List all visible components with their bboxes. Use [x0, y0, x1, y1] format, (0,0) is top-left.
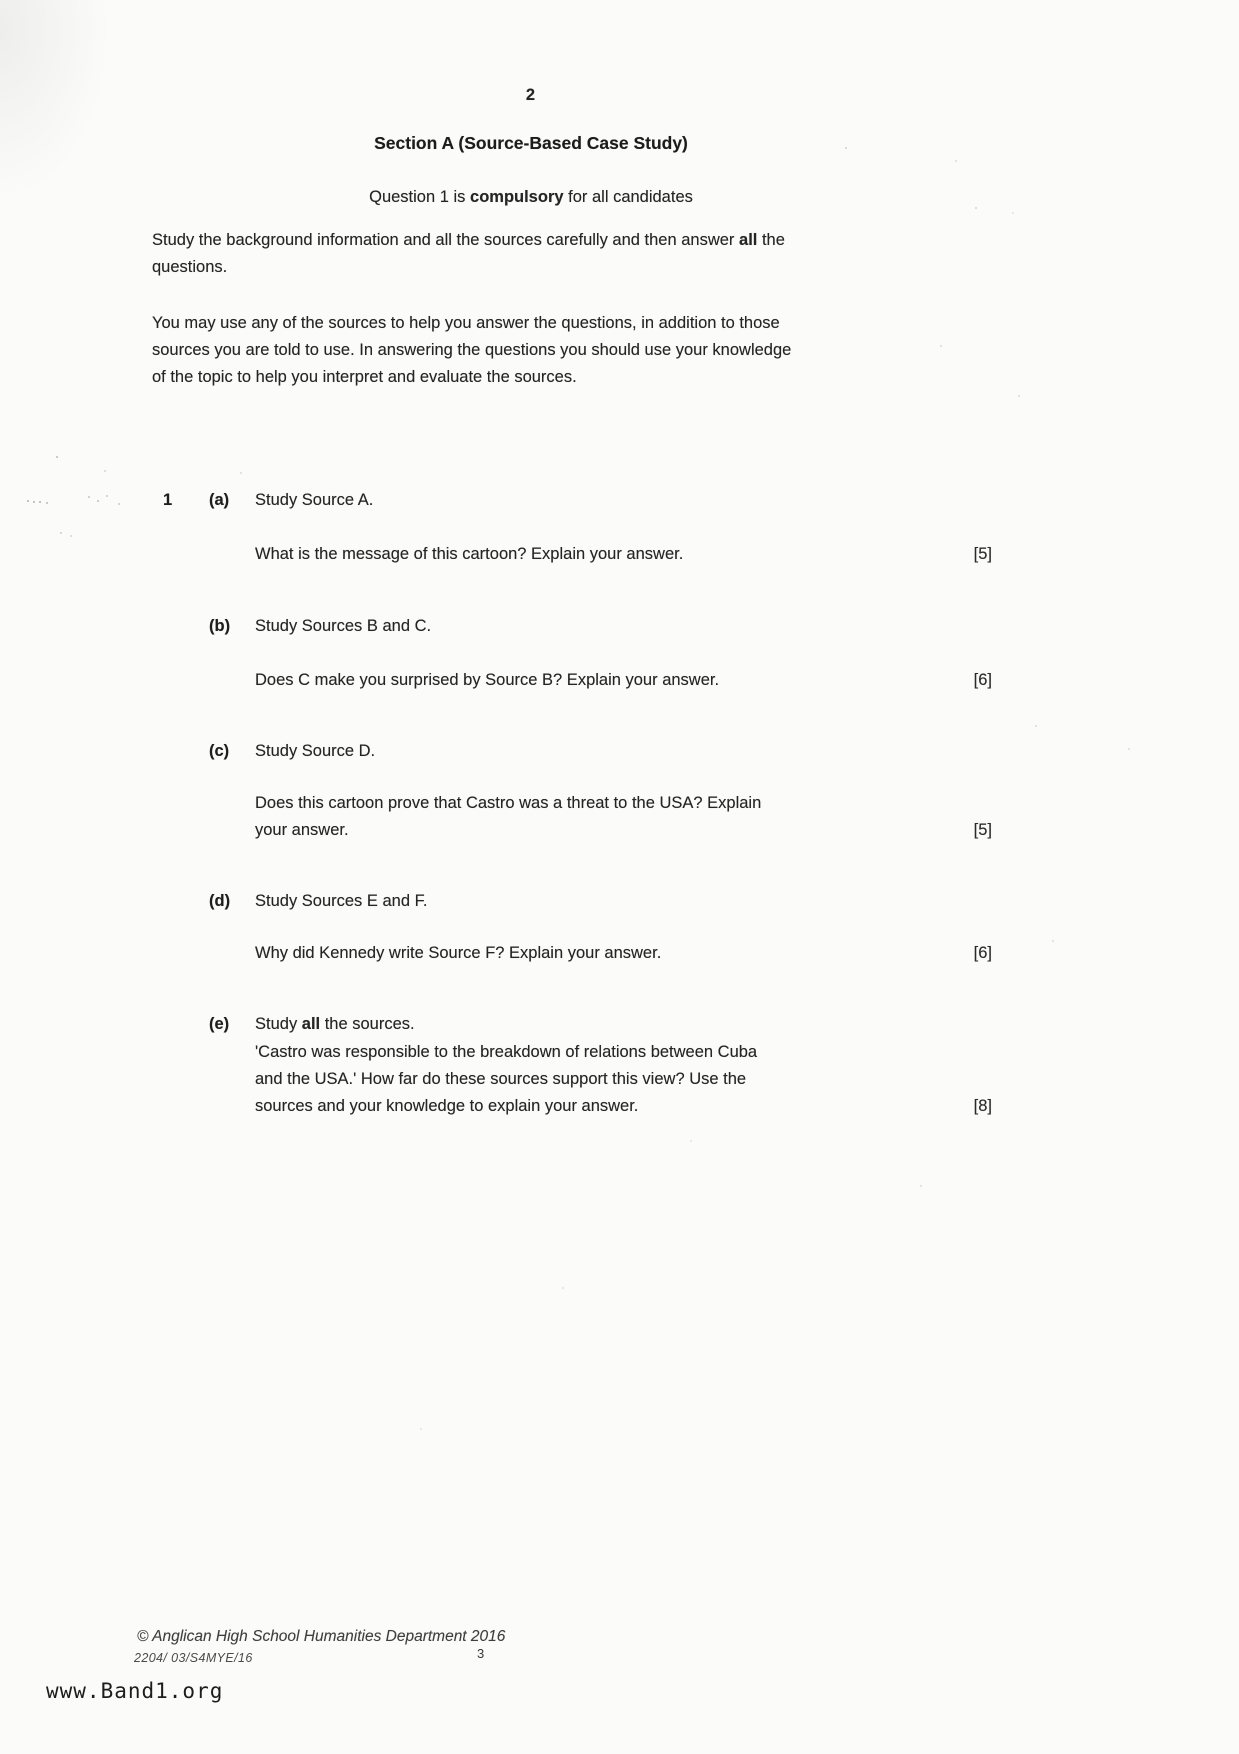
- question-e-marks: [8]: [973, 1097, 992, 1115]
- paragraph-text: questions.: [152, 258, 228, 276]
- subtitle-bold-text: compulsory: [470, 188, 564, 206]
- question-d-text: [255, 940, 661, 967]
- question-c-title: Study Source D.: [255, 742, 376, 760]
- footer-stray-page-number: 3: [477, 1646, 485, 1661]
- paragraph-line: sources you are told to use. In answering the questions you should use your knowledge: [152, 341, 792, 359]
- question-d-letter: (d): [209, 892, 231, 910]
- question-c-text: [255, 790, 761, 844]
- page-number: 2: [525, 86, 537, 104]
- question-b-letter: (b): [209, 617, 231, 635]
- instruction-paragraph-1: [152, 227, 785, 281]
- question-b-marks: [6]: [973, 671, 992, 689]
- question-a-letter: (a): [209, 491, 230, 509]
- question-b-body: [255, 667, 992, 694]
- question-a-title: Study Source A.: [255, 491, 374, 509]
- question-d-body: [255, 940, 992, 967]
- paragraph-bold-text: all: [739, 231, 758, 249]
- question-c-heading: [163, 738, 375, 765]
- question-b-text: [255, 667, 719, 694]
- question-e-heading: [163, 1011, 415, 1038]
- question-e-letter: (e): [209, 1015, 230, 1033]
- paragraph-line: of the topic to help you interpret and evaluate the sources.: [152, 368, 577, 386]
- question-d-title: Study Sources E and F.: [255, 892, 428, 910]
- question-line: Does this cartoon prove that Castro was a threat to the USA? Explain: [255, 794, 762, 812]
- question-line: What is the message of this cartoon? Explain your answer.: [255, 545, 684, 563]
- question-c-letter: (c): [209, 742, 230, 760]
- question-a-text: [255, 541, 683, 568]
- question-e-title: [255, 1015, 415, 1033]
- question-a-marks: [5]: [973, 545, 992, 563]
- subtitle-text-post: for all candidates: [563, 188, 693, 206]
- question-d-marks: [6]: [973, 944, 992, 962]
- question-e-text: [255, 1039, 757, 1120]
- subtitle: [152, 184, 910, 211]
- heading-text: the sources.: [320, 1015, 415, 1033]
- question-line: 'Castro was responsible to the breakdown of relations between Cuba: [255, 1043, 758, 1061]
- question-line: Does C make you surprised by Source B? Explain your answer.: [255, 671, 720, 689]
- question-number: 1: [163, 491, 173, 509]
- section-title: Section A (Source-Based Case Study): [374, 133, 688, 153]
- paragraph-line: You may use any of the sources to help you answer the questions, in addition to those: [152, 314, 780, 332]
- scan-smudge: [0, 0, 110, 200]
- heading-bold-text: all: [301, 1015, 321, 1033]
- paragraph-text: the: [757, 231, 785, 249]
- question-c-body: [255, 790, 992, 844]
- paragraph-text: Study the background information and all the sources carefully and then answer: [152, 231, 740, 249]
- question-line: sources and your knowledge to explain your answer.: [255, 1097, 639, 1115]
- question-d-heading: [163, 888, 427, 915]
- question-a-body: [255, 541, 992, 568]
- question-line: your answer.: [255, 821, 349, 839]
- question-c-marks: [5]: [973, 821, 992, 839]
- question-line: and the USA.' How far do these sources support this view? Use the: [255, 1070, 747, 1088]
- footer-copyright: © Anglican High School Humanities Department 2016: [137, 1628, 506, 1645]
- question-b-title: Study Sources B and C.: [255, 617, 432, 635]
- question-line: Why did Kennedy write Source F? Explain your answer.: [255, 944, 662, 962]
- question-b-heading: [163, 613, 431, 640]
- instruction-paragraph-2: [152, 310, 791, 391]
- footer-paper-code: 2204/ 03/S4MYE/16: [134, 1651, 253, 1665]
- subtitle-text: Question 1 is: [369, 188, 471, 206]
- question-a-heading: [163, 487, 373, 514]
- heading-text: Study: [255, 1015, 302, 1033]
- watermark-url: www.Band1.org: [46, 1679, 224, 1703]
- question-e-body: [255, 1039, 992, 1120]
